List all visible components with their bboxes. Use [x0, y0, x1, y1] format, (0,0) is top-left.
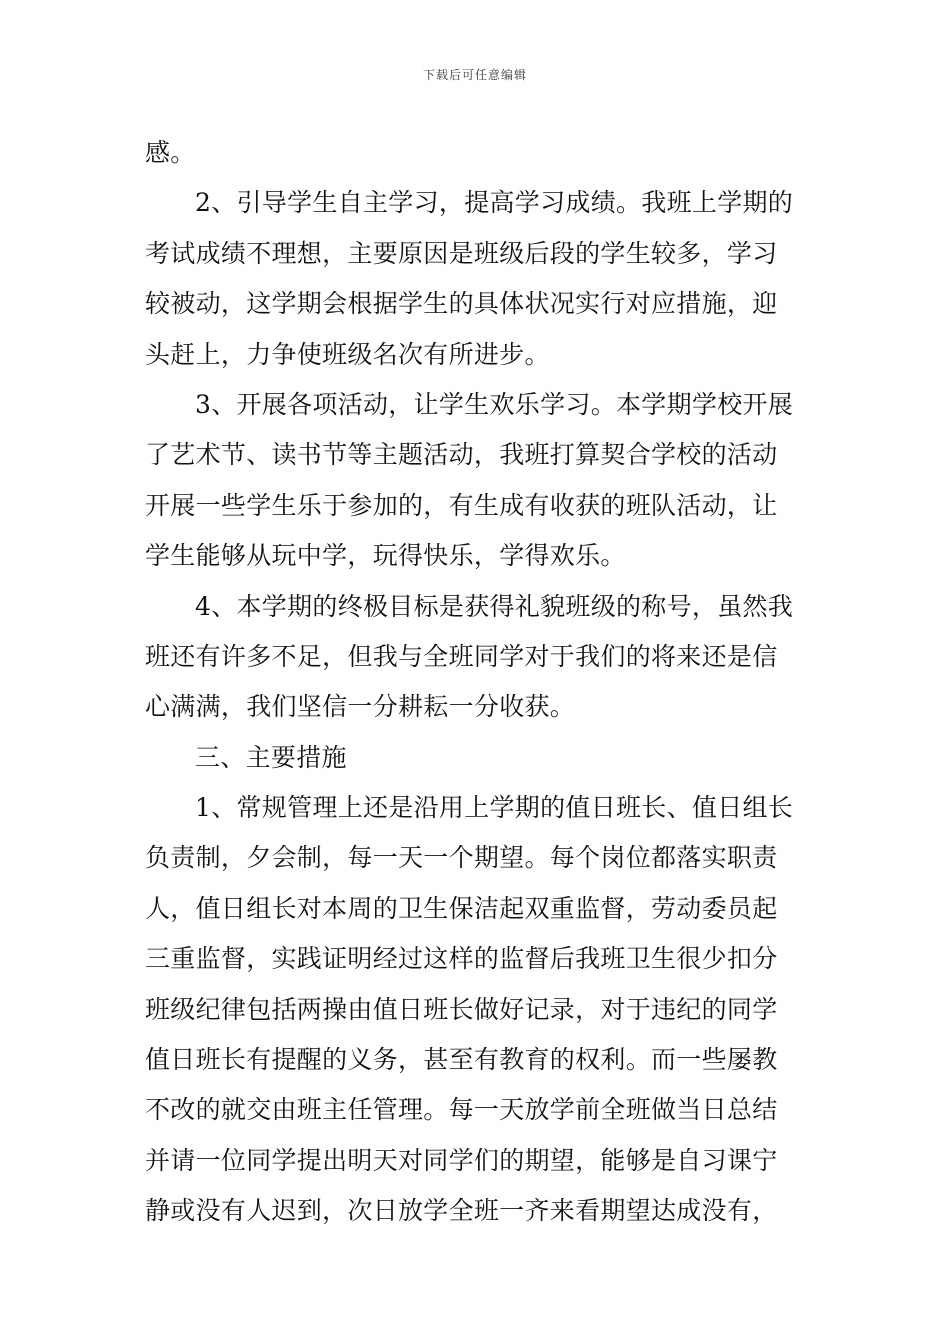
header-note: 下载后可任意编辑: [422, 68, 527, 82]
text-line: 不改的就交由班主任管理。每一天放学前全班做当日总结: [145, 1095, 778, 1125]
text-line: 学生能够从玩中学，玩得快乐，学得欢乐。: [145, 541, 626, 571]
text-line: 考试成绩不理想，主要原因是班级后段的学生较多，学习: [145, 238, 778, 268]
text-line: 了艺术节、读书节等主题活动，我班打算契合学校的活动: [145, 440, 778, 470]
text-line: 三重监督，实践证明经过这样的监督后我班卫生很少扣分: [145, 944, 778, 974]
text-line: 人，值日组长对本周的卫生保洁起双重监督，劳动委员起: [145, 893, 778, 923]
text-line: 头赶上，力争使班级名次有所进步。: [145, 339, 550, 369]
body-text: [145, 128, 807, 1237]
text-line: 值日班长有提醒的义务，甚至有教育的权利。而一些屡教: [145, 1045, 778, 1075]
text-line: 班级纪律包括两操由值日班长做好记录，对于违纪的同学: [145, 994, 778, 1024]
text-line: 感。: [145, 138, 196, 167]
section-heading: 三、主要措施: [195, 742, 347, 772]
text-line: 班还有许多不足，但我与全班同学对于我们的将来还是信: [145, 641, 778, 671]
text-line: 开展一些学生乐于参加的，有生成有收获的班队活动，让: [145, 490, 778, 520]
text-line: 负责制，夕会制，每一天一个期望。每个岗位都落实职责: [145, 843, 778, 873]
text-line: 3、开展各项活动，让学生欢乐学习。本学期学校开展: [195, 389, 794, 419]
text-line: 4、本学期的终极目标是获得礼貌班级的称号，虽然我: [195, 591, 794, 621]
text-line: 2、引导学生自主学习，提高学习成绩。我班上学期的: [195, 188, 794, 218]
text-line: 1、常规管理上还是沿用上学期的值日班长、值日组长: [195, 793, 794, 823]
text-line: 并请一位同学提出明天对同学们的期望，能够是自习课宁: [145, 1145, 778, 1175]
text-line: 较被动，这学期会根据学生的具体状况实行对应措施，迎: [145, 289, 778, 319]
text-line: 心满满，我们坚信一分耕耘一分收获。: [145, 692, 576, 722]
text-line: 静或没有人迟到，次日放学全班一齐来看期望达成没有，: [145, 1196, 778, 1226]
